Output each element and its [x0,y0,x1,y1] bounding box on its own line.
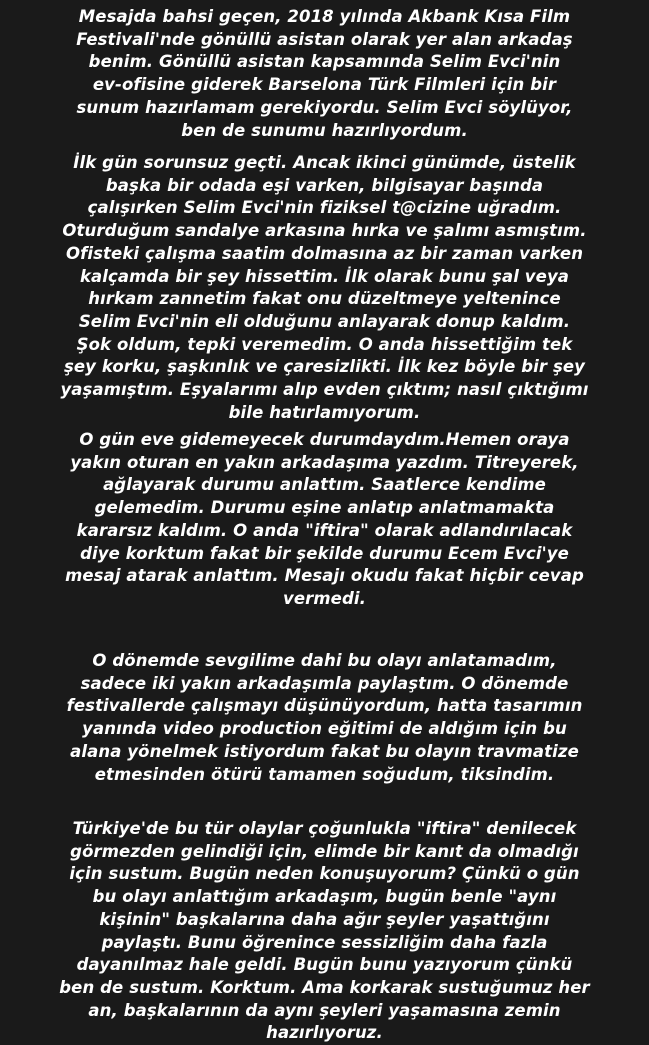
text-line: Selim Evci'nin eli olduğunu anlayarak donup kaldım. [78,311,571,331]
text-line: başka bir odada eşi varken, bilgisayar başında [105,175,544,195]
text-line: diye korktum fakat bir şekilde durumu Ecem Evci'ye [80,543,569,563]
text-line: gelemedim. Durumu eşine anlatıp anlatmamakta [94,498,555,518]
text-line: yanında video production eğitimi de aldığım için bu [82,719,567,739]
text-line: şey korku, şaşkınlık ve çaresizlikti. İlk kez böyle bir şey [63,357,586,377]
text-line: benim. Gönüllü asistan kapsamında Selim Evci'nin [88,52,561,72]
paragraph-4 [40,650,609,786]
paragraph-2 [40,152,609,424]
text-line: Mesajda bahsi geçen, 2018 yılında Akbank Kısa Film [78,7,571,26]
text-line: paylaştı. Bunu öğrenince sessizliğim daha fazla [101,932,548,952]
text-line: Ofisteki çalışma saatim dolmasına az bir zaman varken [65,243,584,263]
text-line: hırkam zannetim fakat onu düzeltmeye yeltenince [88,289,561,309]
text-line: O gün eve gidemeyecek durumdaydım.Hemen oraya [79,430,570,449]
text-line: alana yönelmek istiyordum fakat bu olayın travmatize [70,741,579,761]
text-line: ben de sustum. Korktum. Ama korkarak sustuğumuz her [59,977,590,997]
text-line: Oturduğum sandalye arkasına hırka ve şalımı asmıştım. [62,221,587,241]
text-line: dayanılmaz hale geldi. Bugün bunu yazıyorum çünkü [76,955,573,975]
text-line: sadece iki yakın arkadaşımla paylaştım. O dönemde [80,673,569,693]
text-line: kararsız kaldım. O anda "iftira" olarak adlandırılacak [76,520,573,540]
text-line: görmezden gelindiği için, elimde bir kanıt da olmadığı [70,841,579,861]
text-line: vermedi. [282,588,366,608]
paragraph-3 [40,429,609,611]
text-line: yakın oturan en yakın arkadaşıma yazdım. Titreyerek, [70,452,579,472]
text-line: an, başkalarının da aynı şeyleri yaşamasına zemin [88,1000,561,1020]
text-line: kişinin" başkalarına daha ağır şeyler yaşattığını [99,909,550,929]
text-line: ev-ofisine giderek Barselona Türk Filmleri için bir [92,75,557,95]
text-line: etmesinden ötürü tamamen soğudum, tiksindim. [94,764,555,784]
text-line: Türkiye'de bu tür olaylar çoğunlukla "iftira" denilecek [72,819,577,838]
text-line: çalışırken Selim Evci'nin fiziksel t@cizine uğradım. [87,198,562,218]
paragraph-5 [40,818,609,1045]
text-line: Festivali'nde gönüllü asistan olarak yer alan arkadaş [76,29,573,49]
text-line: ağlayarak durumu anlattım. Saatlerce kendime [103,475,546,495]
text-line: bu olayı anlattığım arkadaşım, bugün benle "aynı [92,887,557,907]
text-line: sunum hazırlamam gerekiyordu. Selim Evci söylüyor, [76,97,573,117]
text-line: festivallerde çalışmayı düşünüyordum, hatta tasarımın [66,696,583,716]
text-line: ben de sunumu hazırlıyordum. [181,120,468,140]
text-line: hazırlıyoruz. [266,1023,383,1043]
text-line: O dönemde sevgilime dahi bu olayı anlatamadım, [92,651,557,670]
text-line: bile hatırlamıyorum. [228,402,421,422]
text-line: için sustum. Bugün neden konuşuyorum? Çünkü o gün [69,864,580,884]
text-line: Şok oldum, tepki veremedim. O anda hissettiğim tek [76,334,573,354]
text-line: mesaj atarak anlattım. Mesajı okudu fakat hiçbir cevap [65,566,584,586]
text-line: İlk gün sorunsuz geçti. Ancak ikinci günümde, üstelik [73,153,576,172]
text-line: yaşamıştım. Eşyalarımı alıp evden çıktım; nasıl çıktığımı [60,380,589,400]
paragraph-1 [40,6,609,142]
text-line: kalçamda bir şey hissettim. İlk olarak bunu şal veya [79,266,570,286]
